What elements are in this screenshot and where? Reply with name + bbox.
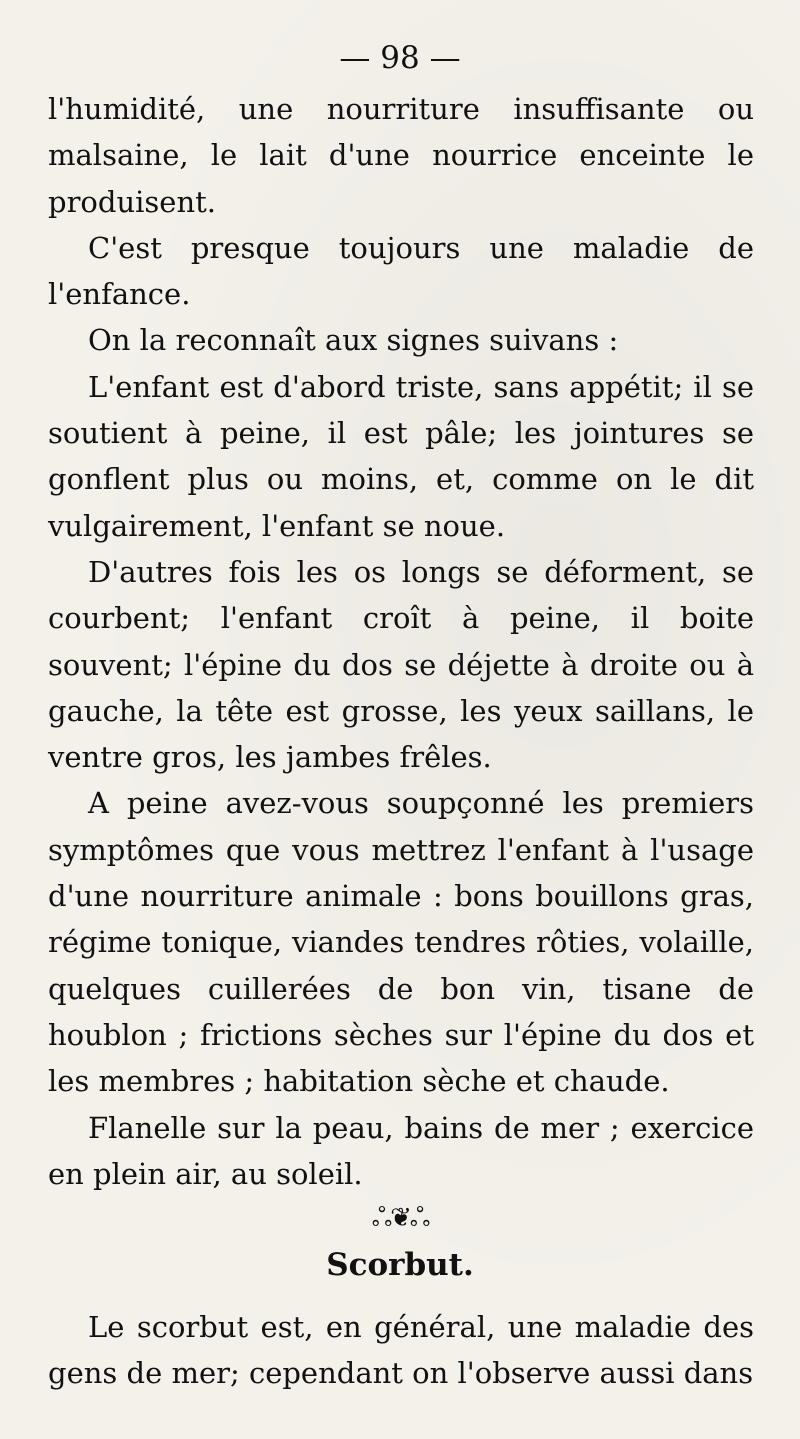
paragraph: Le scorbut est, en général, une maladie des gens de mer; cependant on l'observe aussi dans	[48, 1310, 754, 1391]
paragraph-continuation: l'humidité, une nourriture insuffisante ou malsaine, le lait d'une nourrice enceinte le produisent.	[48, 92, 754, 219]
paragraph: On la reconnaît aux signes suivans :	[88, 323, 619, 358]
paragraph: C'est presque toujours une maladie de l'enfance.	[48, 230, 754, 312]
paragraph: A peine avez-vous soupçonné les premiers symptômes que vous mettrez l'enfant à l'usage d'une nourriture animale : bons bouillons gras, régime tonique, viandes tendres rôties, volaille, quelques cuillerées de bon vin, tisane de houblon ; frictions sèches sur l'épine du dos et les membres ; habitation sèche et chaude.	[48, 786, 754, 1099]
ornament-divider: ஃ❦ஃ	[371, 1203, 429, 1233]
section-body	[48, 1304, 754, 1397]
section-heading: Scorbut.	[326, 1247, 474, 1283]
body-text	[48, 86, 754, 1197]
paragraph: D'autres fois les os longs se déforment, se courbent; l'enfant croît à peine, il boite souvent; l'épine du dos se déjette à droite ou à gauche, la tête est grosse, les yeux saillans, le ventre gros, les jambes frêles.	[48, 554, 754, 775]
paragraph: Flanelle sur la peau, bains de mer ; exercice en plein air, au soleil.	[48, 1110, 754, 1191]
page-number: — 98 —	[339, 40, 461, 76]
paragraph: L'enfant est d'abord triste, sans appétit; il se soutient à peine, il est pâle; les jointures se gonflent plus ou moins, et, comme on le dit vulgairement, l'enfant se noue.	[48, 369, 754, 543]
